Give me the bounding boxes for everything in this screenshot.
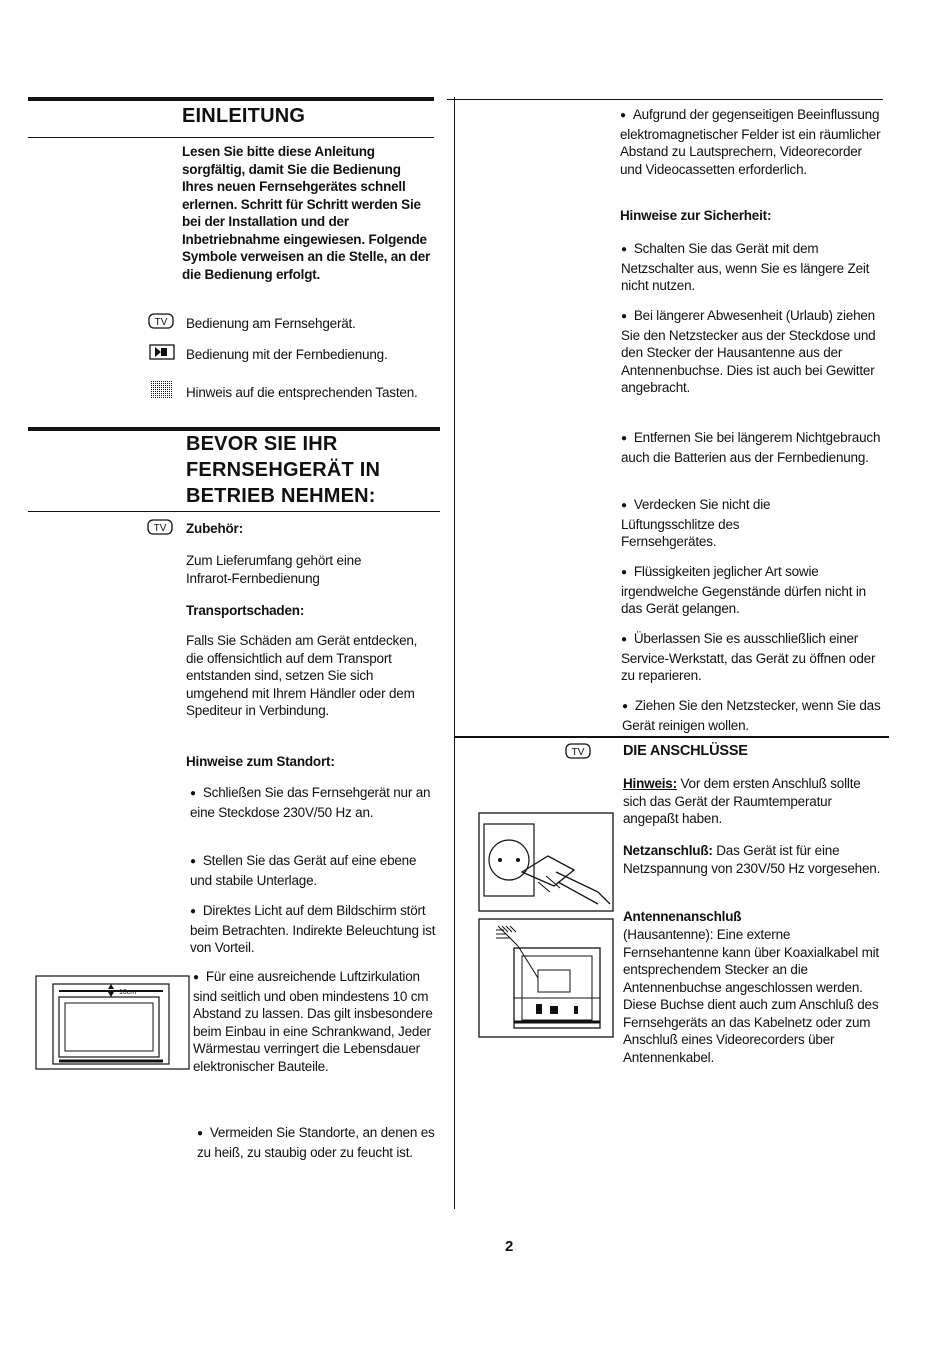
antenna-connection-illustration: [478, 918, 614, 1043]
tv-clearance-label: 10cm: [119, 989, 137, 996]
setup-bottom-rule: [28, 511, 440, 512]
svg-text:TV: TV: [571, 747, 585, 758]
symbol-label-remote: Bedienung mit der Fernbedienung.: [186, 347, 388, 362]
keys-hint-icon: [151, 381, 173, 404]
tv-clearance-illustration: [35, 975, 190, 1075]
safety-bullet-2: ● Bei längerer Abwesenheit (Urlaub) ziehen Sie den Netzstecker aus der Steckdose und den Stecker der Hausantenne aus der Antennenbuchse. Dies ist auch bei Gewitter angebracht.: [621, 307, 883, 397]
safety-label: Hinweise zur Sicherheit:: [620, 208, 772, 223]
power-text: Das Gerät ist für eine Netzspannung von 230V/50 Hz vorgesehen.: [623, 843, 881, 876]
tv-icon: [148, 313, 174, 334]
setup-heading-line-2: FERNSEHGERÄT IN: [186, 459, 381, 481]
intro-rule: [28, 137, 434, 138]
bullet-emf: ● Aufgrund der gegenseitigen Beeinflussung elektromagnetischer Felder ist ein räumlicher Abstand zu Lautsprechern, Videorecorder und Videocassetten erforderlich.: [620, 106, 882, 178]
note-text: Vor dem ersten Anschluß sollte sich das Gerät der Raumtemperatur angepaßt haben.: [623, 776, 861, 826]
accessories-text: Zum Lieferumfang gehört eine Infrarot-Fernbedienung: [186, 553, 362, 586]
top-rule-left: [28, 97, 434, 101]
location-bullet-5: ● Vermeiden Sie Standorte, an denen es zu heiß, zu staubig oder zu feucht ist.: [197, 1124, 437, 1161]
location-bullet-3: ● Direktes Licht auf dem Bildschirm stört beim Betrachten. Indirekte Beleuchtung ist von Vorteil.: [190, 902, 444, 957]
safety-bullet-4: ● Verdecken Sie nicht die Lüftungsschlitze des Fernsehgerätes.: [621, 496, 821, 551]
antenna-text: (Hausantenne): Eine externe Fernsehantenne kann über Koaxialkabel mit entsprechendem Stecker an die Antennenbuchse angeschlossen werden. Diese Buchse dient auch zum Anschluß des Fernsehgeräts an das Kabelnetz oder zum Anschluß eines Videorecorders über Antennenkabel.: [623, 927, 879, 1065]
safety-bullet-5: ● Flüssigkeiten jeglicher Art sowie irgendwelche Gegenstände dürfen nicht in das Gerät gelangen.: [621, 563, 883, 618]
connections-top-rule: [454, 736, 889, 738]
transport-text: Falls Sie Schäden am Gerät entdecken, die offensichtlich auf dem Transport entstanden sind, setzen Sie sich umgehend mit Ihrem Händler oder dem Spediteur in Verbindung.: [186, 633, 418, 718]
antenna-label: Antennenanschluß: [623, 909, 742, 924]
tv-icon: [147, 519, 173, 540]
remote-control-icon: [149, 344, 175, 365]
location-bullet-1: ● Schließen Sie das Fernsehgerät nur an eine Steckdose 230V/50 Hz an.: [190, 784, 440, 821]
power-paragraph: [623, 842, 883, 877]
safety-bullet-7: ● Ziehen Sie den Netzstecker, wenn Sie das Gerät reinigen wollen.: [622, 697, 884, 734]
setup-heading-line-3: BETRIEB NEHMEN:: [186, 485, 376, 507]
symbol-label-tv: Bedienung am Fernsehgerät.: [186, 316, 356, 331]
accessories-label: Zubehör:: [186, 521, 243, 536]
svg-text:TV: TV: [153, 523, 167, 534]
location-label: Hinweise zum Standort:: [186, 754, 335, 769]
page-number: 2: [505, 1238, 514, 1255]
top-rule-right: [447, 99, 883, 100]
symbol-label-keys: Hinweis auf die entsprechenden Tasten.: [186, 385, 418, 400]
safety-bullet-3: ● Entfernen Sie bei längerem Nichtgebrauch auch die Batterien aus der Fernbedienung.: [621, 429, 883, 466]
connections-heading: DIE ANSCHLÜSSE: [623, 743, 748, 759]
location-bullet-4: ● Für eine ausreichende Luftzirkulation sind seitlich und oben mindestens 10 cm Abstand zu lassen. Das gilt insbesondere beim Einbau in eine Schrankwand, Jeder Wärmestau verringert die Lebensdauer elektronischer Bauteile.: [193, 968, 441, 1075]
svg-text:TV: TV: [154, 317, 168, 328]
safety-bullet-1: ● Schalten Sie das Gerät mit dem Netzschalter aus, wenn Sie es längere Zeit nicht nutzen.: [621, 240, 883, 295]
intro-text: Lesen Sie bitte diese Anleitung sorgfältig, damit Sie die Bedienung Ihres neuen Fernsehgerätes schnell erlernen. Schritt für Schritt werden Sie bei der Installation und der Inbetriebnahme eingewiesen. Folgende Symbole verweisen an die Stelle, an der die Bedienung erfolgt.: [182, 144, 431, 282]
power-label: Netzanschluß:: [623, 843, 713, 858]
setup-heading: [186, 431, 380, 509]
transport-label: Transportschaden:: [186, 603, 305, 618]
note-label: Hinweis:: [623, 776, 677, 791]
column-divider: [454, 97, 455, 1209]
power-plug-illustration: [478, 812, 614, 917]
tv-icon: [565, 743, 591, 764]
location-bullet-2: ● Stellen Sie das Gerät auf eine ebene und stabile Unterlage.: [190, 852, 440, 889]
safety-bullet-6: ● Überlassen Sie es ausschließlich einer Service-Werkstatt, das Gerät zu öffnen oder zu reparieren.: [621, 630, 883, 685]
note-paragraph: [623, 775, 883, 828]
setup-heading-line-1: BEVOR SIE IHR: [186, 433, 338, 455]
intro-heading: EINLEITUNG: [182, 105, 306, 127]
